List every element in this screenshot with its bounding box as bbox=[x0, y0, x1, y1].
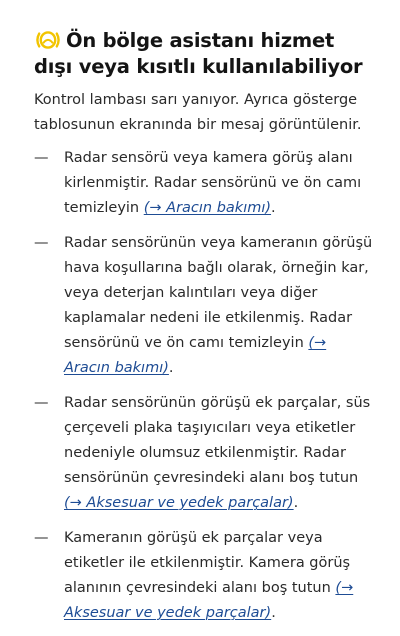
list-item bbox=[34, 391, 374, 516]
list-dash: — bbox=[34, 395, 49, 411]
list-dash: — bbox=[34, 150, 49, 166]
warning-lamp-icon bbox=[34, 30, 62, 50]
cause-list bbox=[34, 146, 374, 626]
accessories-reference-link[interactable]: (→ Aksesuar ve yedek parçalar) bbox=[64, 580, 354, 621]
section-heading bbox=[34, 28, 374, 80]
list-item bbox=[34, 146, 374, 221]
list-item-end: . bbox=[271, 200, 276, 216]
section-title: Ön bölge asistanı hizmet dışı veya kısıtlı kullanılabiliyor bbox=[34, 29, 363, 78]
list-item-end: . bbox=[271, 605, 276, 621]
list-item-text: Radar sensörünün görüşü ek parçalar, süs çerçeveli plaka taşıyıcıları veya etiketler nedeniyle olumsuz etkilenmiştir. Radar sensörünün çevresindeki alanı boş tutun bbox=[64, 395, 371, 486]
care-reference-link[interactable]: (→ Aracın bakımı) bbox=[64, 335, 327, 376]
list-item-text: Radar sensörünün veya kameranın görüşü hava koşullarına bağlı olarak, örneğin kar, veya deterjan kalıntıları veya diğer kaplamalar nedeni ile etkilenmiş. Radar sensörünü ve ön camı temizleyin bbox=[64, 235, 373, 351]
list-item-text: Radar sensörü veya kamera görüş alanı kirlenmiştir. Radar sensörünü ve ön camı temizleyin bbox=[64, 150, 362, 216]
list-item-end: . bbox=[293, 495, 299, 511]
list-dash: — bbox=[34, 530, 49, 546]
care-reference-link[interactable]: (→ Aracın bakımı) bbox=[143, 200, 272, 216]
list-item bbox=[34, 526, 374, 626]
intro-text: Kontrol lambası sarı yanıyor. Ayrıca gösterge tablosunun ekranında bir mesaj görüntülenir. bbox=[34, 92, 362, 133]
document-page bbox=[34, 28, 374, 636]
list-dash: — bbox=[34, 235, 49, 251]
list-item bbox=[34, 231, 374, 381]
list-item-end: . bbox=[168, 360, 174, 376]
list-item-text: Kameranın görüşü ek parçalar veya etiketler ile etkilenmiştir. Kamera görüş alanının çevresindeki alanı boş tutun bbox=[64, 530, 351, 596]
accessories-reference-link[interactable]: (→ Aksesuar ve yedek parçalar) bbox=[64, 495, 294, 511]
